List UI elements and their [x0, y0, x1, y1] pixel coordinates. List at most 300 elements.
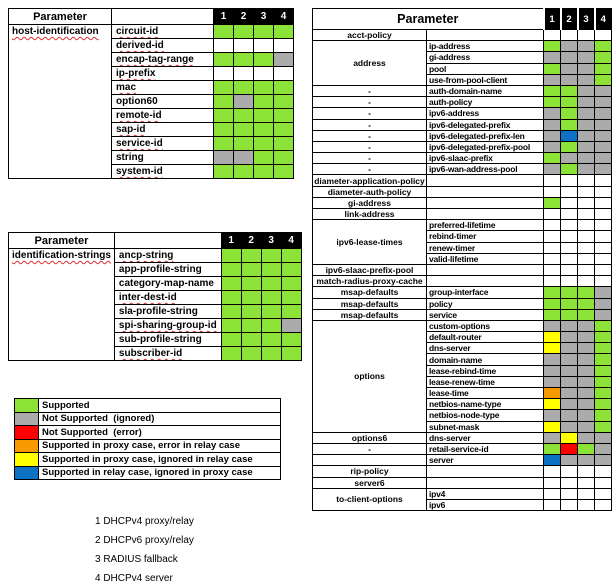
support-cell [578, 30, 595, 41]
legend-label: Supported in relay case, ignored in proxy case [39, 466, 281, 480]
support-cell [241, 277, 261, 291]
param-label-cell: ipv6 [427, 499, 544, 510]
legend-label: Supported in proxy case, error in relay case [39, 439, 281, 453]
support-cell [544, 466, 561, 477]
param-label-cell: ipv6-delegated-prefix-pool [427, 141, 544, 152]
support-cell [578, 209, 595, 220]
table-row [313, 298, 612, 309]
support-cell [595, 119, 612, 130]
support-cell [595, 74, 612, 85]
param-label-cell [112, 39, 214, 53]
support-cell [578, 52, 595, 63]
note-line: 1 DHCPv4 proxy/relay [95, 516, 194, 527]
support-cell [561, 220, 578, 231]
column-header: 4 [281, 233, 301, 249]
support-cell [274, 95, 294, 109]
support-cell [544, 287, 561, 298]
support-cell [241, 347, 261, 361]
param-group-cell: match-radius-proxy-cache [313, 276, 427, 287]
table-row [313, 175, 612, 186]
support-cell [544, 264, 561, 275]
support-cell [561, 309, 578, 320]
legend-row [15, 466, 281, 480]
support-cell [544, 343, 561, 354]
support-cell [578, 242, 595, 253]
support-cell [561, 276, 578, 287]
support-cell [241, 291, 261, 305]
table-row [313, 432, 612, 443]
table-row [313, 164, 612, 175]
support-cell [595, 85, 612, 96]
param-group-cell: rip-policy [313, 466, 427, 477]
table-row [313, 197, 612, 208]
param-group-cell: - [313, 141, 427, 152]
support-cell [595, 97, 612, 108]
support-cell [561, 477, 578, 488]
support-cell [254, 53, 274, 67]
support-cell [578, 376, 595, 387]
param-label-cell: policy [427, 298, 544, 309]
support-cell [281, 347, 301, 361]
param-label-cell: custom-options [427, 320, 544, 331]
support-cell [281, 319, 301, 333]
support-cell [221, 249, 241, 263]
param-group-cell: acct-policy [313, 30, 427, 41]
support-cell [561, 74, 578, 85]
legend-label: Not Supported (error) [39, 426, 281, 440]
support-cell [544, 63, 561, 74]
support-cell [578, 264, 595, 275]
support-cell [274, 137, 294, 151]
column-header: 2 [561, 9, 578, 30]
support-cell [561, 320, 578, 331]
support-cell [241, 263, 261, 277]
support-cell [595, 388, 612, 399]
param-label: inter-dest-id [118, 292, 177, 303]
param-group-cell: msap-defaults [313, 309, 427, 320]
param-label-cell [427, 186, 544, 197]
support-cell [578, 320, 595, 331]
param-label: sla-profile-string [118, 306, 198, 317]
param-group-label: identification-strings [12, 250, 111, 261]
support-cell [578, 432, 595, 443]
support-cell [578, 175, 595, 186]
support-cell [261, 277, 281, 291]
support-cell [595, 220, 612, 231]
param-label-cell [112, 165, 214, 179]
support-cell [561, 197, 578, 208]
support-cell [544, 276, 561, 287]
param-label-cell: group-interface [427, 287, 544, 298]
support-cell [544, 52, 561, 63]
param-label-cell [114, 249, 221, 263]
param-label-cell [114, 333, 221, 347]
param-label-cell [114, 347, 221, 361]
support-cell [578, 130, 595, 141]
support-cell [578, 499, 595, 510]
note-line: 4 DHCPv4 server [95, 573, 173, 584]
support-cell [561, 153, 578, 164]
legend-label: Supported in proxy case, ignored in relay case [39, 453, 281, 467]
support-cell [595, 108, 612, 119]
support-cell [281, 263, 301, 277]
support-cell [595, 354, 612, 365]
support-cell [578, 343, 595, 354]
support-cell [578, 220, 595, 231]
legend-swatch [15, 439, 39, 453]
support-cell [544, 399, 561, 410]
support-cell [261, 263, 281, 277]
support-cell [561, 264, 578, 275]
param-label-cell: ipv6-address [427, 108, 544, 119]
param-label-cell: default-router [427, 332, 544, 343]
support-cell [595, 287, 612, 298]
param-label: remote-id [116, 110, 162, 121]
param-label-cell [112, 67, 214, 81]
support-cell [595, 41, 612, 52]
support-cell [544, 332, 561, 343]
param-label-cell [112, 137, 214, 151]
support-cell [595, 130, 612, 141]
support-cell [544, 74, 561, 85]
support-cell [544, 499, 561, 510]
support-cell [544, 376, 561, 387]
support-cell [214, 81, 234, 95]
param-group-cell: - [313, 164, 427, 175]
support-cell [544, 231, 561, 242]
support-cell [595, 432, 612, 443]
support-cell [544, 30, 561, 41]
param-label-cell: preferred-lifetime [427, 220, 544, 231]
support-cell [241, 249, 261, 263]
param-label-cell [114, 263, 221, 277]
support-cell [254, 39, 274, 53]
support-cell [578, 119, 595, 130]
support-cell [274, 67, 294, 81]
support-cell [214, 39, 234, 53]
support-cell [561, 175, 578, 186]
param-label: sub-profile-string [118, 334, 202, 345]
support-cell [595, 298, 612, 309]
support-cell [578, 231, 595, 242]
param-group-cell: - [313, 130, 427, 141]
support-cell [595, 30, 612, 41]
table-header-blank [114, 233, 221, 249]
table-row [313, 443, 612, 454]
param-label-cell: ip-address [427, 41, 544, 52]
support-cell [254, 67, 274, 81]
support-cell [595, 455, 612, 466]
support-cell [234, 39, 254, 53]
support-cell [561, 30, 578, 41]
param-label: derived-id [116, 40, 164, 51]
support-cell [561, 287, 578, 298]
table-row [313, 108, 612, 119]
support-cell [595, 309, 612, 320]
table-row [9, 25, 294, 39]
table-row [313, 488, 612, 499]
support-cell [578, 488, 595, 499]
support-cell [544, 220, 561, 231]
support-cell [578, 63, 595, 74]
legend-swatch [15, 426, 39, 440]
legend-swatch [15, 466, 39, 480]
param-group-cell: diameter-application-policy [314, 175, 425, 186]
support-cell [561, 52, 578, 63]
param-label-cell: ipv6-wan-address-pool [427, 164, 544, 175]
support-cell [274, 109, 294, 123]
support-cell [234, 109, 254, 123]
param-label-cell [114, 277, 221, 291]
param-label-cell: ipv6-slaac-prefix [427, 153, 544, 164]
support-cell [578, 141, 595, 152]
support-cell [261, 249, 281, 263]
support-cell [578, 466, 595, 477]
support-cell [595, 443, 612, 454]
support-cell [544, 410, 561, 421]
param-label-cell [427, 264, 544, 275]
support-cell [254, 165, 274, 179]
support-cell [561, 466, 578, 477]
param-group-cell: gi-address [313, 197, 427, 208]
support-cell [234, 95, 254, 109]
support-cell [214, 151, 234, 165]
column-header: 2 [241, 233, 261, 249]
support-cell [544, 164, 561, 175]
param-label: sap-id [116, 124, 146, 135]
column-header: 3 [254, 9, 274, 25]
legend-label: Not Supported (ignored) [39, 412, 281, 426]
support-cell [561, 499, 578, 510]
param-label-cell [112, 109, 214, 123]
support-cell [578, 164, 595, 175]
support-cell [544, 477, 561, 488]
param-label-cell: dns-server [427, 432, 544, 443]
support-cell [234, 137, 254, 151]
param-label: system-id [116, 166, 163, 177]
support-cell [578, 332, 595, 343]
param-label: ancp-string [118, 250, 174, 261]
support-cell [578, 153, 595, 164]
support-cell [561, 141, 578, 152]
column-header: 4 [595, 9, 612, 30]
support-cell [221, 305, 241, 319]
support-cell [561, 242, 578, 253]
table-header-parameter: Parameter [9, 233, 115, 249]
support-cell [561, 421, 578, 432]
support-cell [544, 421, 561, 432]
column-header: 4 [274, 9, 294, 25]
param-label-cell [427, 175, 544, 186]
support-cell [234, 67, 254, 81]
support-cell [595, 320, 612, 331]
param-label-cell [114, 319, 221, 333]
param-label-cell [427, 477, 544, 488]
legend-swatch [15, 399, 39, 413]
support-cell [561, 298, 578, 309]
support-cell [561, 443, 578, 454]
support-cell [544, 309, 561, 320]
table-header-parameter: Parameter [313, 9, 544, 30]
support-cell [595, 264, 612, 275]
column-header: 3 [261, 233, 281, 249]
param-label-cell: ipv6-delegated-prefix-len [427, 130, 544, 141]
support-cell [595, 488, 612, 499]
table-row [313, 287, 612, 298]
support-cell [561, 209, 578, 220]
param-label-cell: lease-time [427, 388, 544, 399]
support-cell [595, 231, 612, 242]
support-cell [214, 109, 234, 123]
param-label-cell [112, 25, 214, 39]
param-group-cell: - [313, 97, 427, 108]
column-header: 1 [221, 233, 241, 249]
param-group-cell: to-client-options [313, 488, 427, 510]
support-cell [544, 455, 561, 466]
support-cell [561, 432, 578, 443]
table-row [313, 466, 612, 477]
support-cell [561, 354, 578, 365]
param-label-cell: subnet-mask [427, 421, 544, 432]
support-cell [578, 287, 595, 298]
param-label-cell: valid-lifetime [427, 253, 544, 264]
support-cell [544, 242, 561, 253]
support-cell [544, 153, 561, 164]
column-header: 2 [234, 9, 254, 25]
support-cell [221, 277, 241, 291]
support-cell [214, 137, 234, 151]
table-row [313, 97, 612, 108]
param-label: app-profile-string [118, 264, 202, 275]
support-cell [254, 95, 274, 109]
support-cell [221, 333, 241, 347]
support-cell [595, 421, 612, 432]
table-row [313, 320, 612, 331]
table-row [313, 309, 612, 320]
param-label: category-map-name [118, 278, 214, 289]
param-label-cell: dns-server [427, 343, 544, 354]
table-row [313, 455, 612, 466]
param-group-label: host-identification [12, 26, 99, 37]
support-cell [578, 97, 595, 108]
header-row [9, 233, 302, 249]
support-cell [561, 343, 578, 354]
param-group-cell [9, 249, 115, 361]
support-cell [214, 25, 234, 39]
header-row [9, 9, 294, 25]
support-cell [214, 95, 234, 109]
param-group-cell: msap-defaults [313, 298, 427, 309]
support-cell [544, 41, 561, 52]
param-label-cell: gi-address [427, 52, 544, 63]
support-cell [544, 108, 561, 119]
column-header: 1 [544, 9, 561, 30]
param-label: string [116, 152, 144, 163]
support-cell [274, 25, 294, 39]
param-label-cell: service [427, 309, 544, 320]
table-row [313, 276, 612, 287]
param-label-cell: use-from-pool-client [427, 74, 544, 85]
support-cell [561, 455, 578, 466]
support-cell [578, 74, 595, 85]
support-cell [281, 291, 301, 305]
support-cell [561, 399, 578, 410]
support-cell [578, 388, 595, 399]
table-row [313, 41, 612, 52]
table-row [313, 153, 612, 164]
support-cell [241, 333, 261, 347]
table-row [313, 477, 612, 488]
param-group-cell: - [313, 108, 427, 119]
legend-row [15, 412, 281, 426]
support-cell [561, 376, 578, 387]
support-cell [544, 186, 561, 197]
support-cell [261, 319, 281, 333]
param-label-cell [427, 276, 544, 287]
support-cell [544, 209, 561, 220]
support-cell [595, 242, 612, 253]
param-label: subscriber-id [118, 348, 183, 359]
support-cell [544, 85, 561, 96]
note-line: 2 DHCPv6 proxy/relay [95, 535, 194, 546]
param-label-cell: renew-timer [427, 242, 544, 253]
param-group-cell: msap-defaults [313, 287, 427, 298]
param-group-cell: link-address [313, 209, 427, 220]
support-cell [544, 320, 561, 331]
support-cell [595, 253, 612, 264]
support-cell [561, 130, 578, 141]
support-cell [561, 41, 578, 52]
param-label: ip-prefix [116, 68, 156, 79]
support-cell [544, 141, 561, 152]
support-cell [595, 209, 612, 220]
support-cell [561, 332, 578, 343]
support-cell [595, 52, 612, 63]
column-header: 3 [578, 9, 595, 30]
table-row [313, 141, 612, 152]
param-label-cell [114, 291, 221, 305]
param-label-cell [114, 305, 221, 319]
support-cell [595, 63, 612, 74]
table-header-blank [112, 9, 214, 25]
param-group-cell: diameter-auth-policy [313, 186, 427, 197]
legend-row [15, 439, 281, 453]
support-cell [578, 421, 595, 432]
param-label-cell: lease-renew-time [427, 376, 544, 387]
table-row [313, 209, 612, 220]
support-cell [578, 253, 595, 264]
param-label-cell: ipv4 [427, 488, 544, 499]
support-cell [261, 291, 281, 305]
support-cell [561, 253, 578, 264]
support-cell [561, 488, 578, 499]
legend-row [15, 453, 281, 467]
param-label-cell: auth-domain-name [427, 85, 544, 96]
support-cell [241, 305, 261, 319]
param-label-cell: domain-name [427, 354, 544, 365]
support-cell [578, 298, 595, 309]
support-cell [578, 197, 595, 208]
param-label-cell [112, 151, 214, 165]
param-label-cell [112, 81, 214, 95]
support-cell [254, 109, 274, 123]
support-cell [561, 97, 578, 108]
support-cell [274, 165, 294, 179]
support-cell [274, 81, 294, 95]
support-cell [261, 347, 281, 361]
support-cell [261, 333, 281, 347]
table-row [313, 119, 612, 130]
